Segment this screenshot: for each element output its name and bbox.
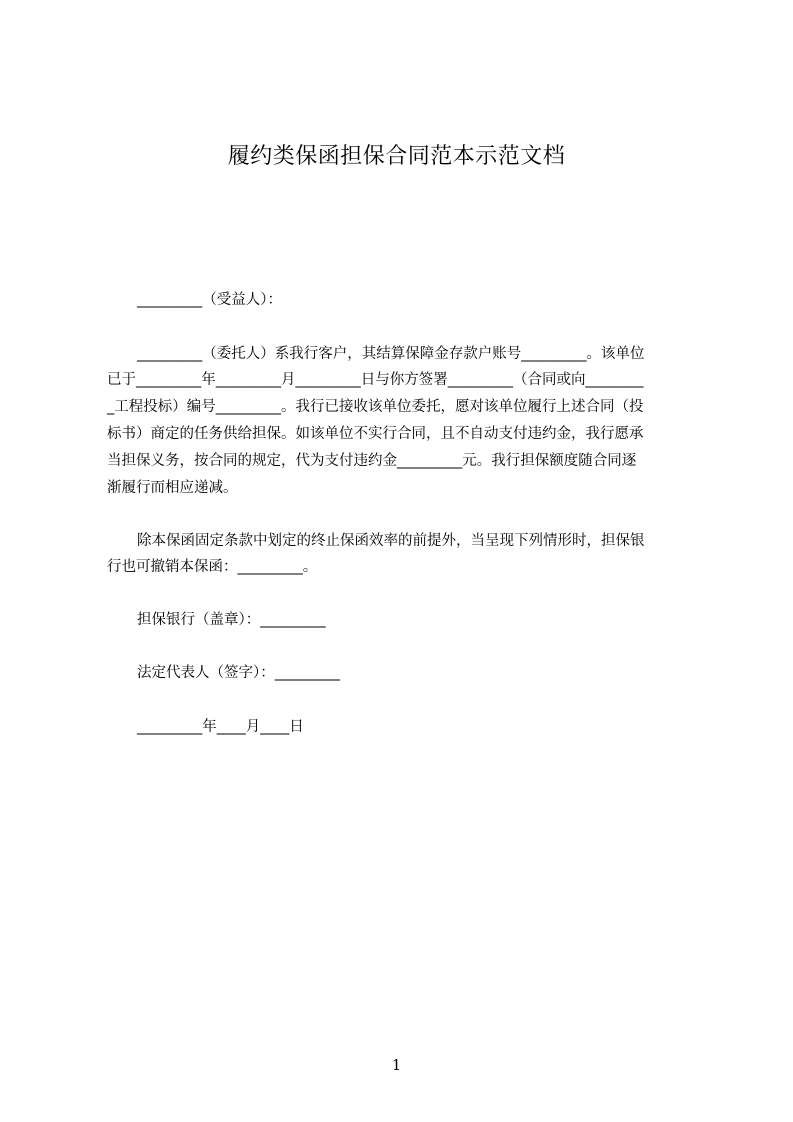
revocation-paragraph-line-1: 除本保函固定条款中划定的终止保函效率的前提外，当呈现下列情形时，担保银 — [137, 533, 645, 549]
main-paragraph-line-4: 标书）商定的任务供给担保。如该单位不实行合同，且不自动支付违约金，我行愿承 — [107, 426, 644, 442]
main-paragraph-line-3: _工程投标）编号_________。我行已接收该单位委托，愿对该单位履行上述合同（投 — [107, 399, 644, 415]
main-paragraph-line-1: _________（委托人）系我行客户，其结算保障金存款户账号_________。该单位 — [137, 346, 645, 362]
legal-representative-signature-line: 法定代表人（签字）：_________ — [137, 665, 340, 681]
date-line: _________年____月____日 — [137, 719, 304, 735]
page-number: 1 — [391, 1056, 402, 1074]
revocation-paragraph-line-2: 行也可撤销本保函：_________。 — [107, 559, 318, 575]
bank-seal-line: 担保银行（盖章）：_________ — [137, 612, 326, 628]
main-paragraph-line-6: 渐履行而相应递减。 — [107, 480, 238, 496]
main-paragraph-line-5: 当担保义务，按合同的规定，代为支付违约金_________元。我行担保额度随合同逐 — [107, 453, 637, 469]
page-title: 履约类保函担保合同范本示范文档 — [227, 144, 566, 169]
beneficiary-line: _________（受益人）： — [137, 292, 282, 308]
main-paragraph-line-2: 已于_________年_________月_________日与你方签署_________（合同或向________ — [107, 372, 644, 388]
